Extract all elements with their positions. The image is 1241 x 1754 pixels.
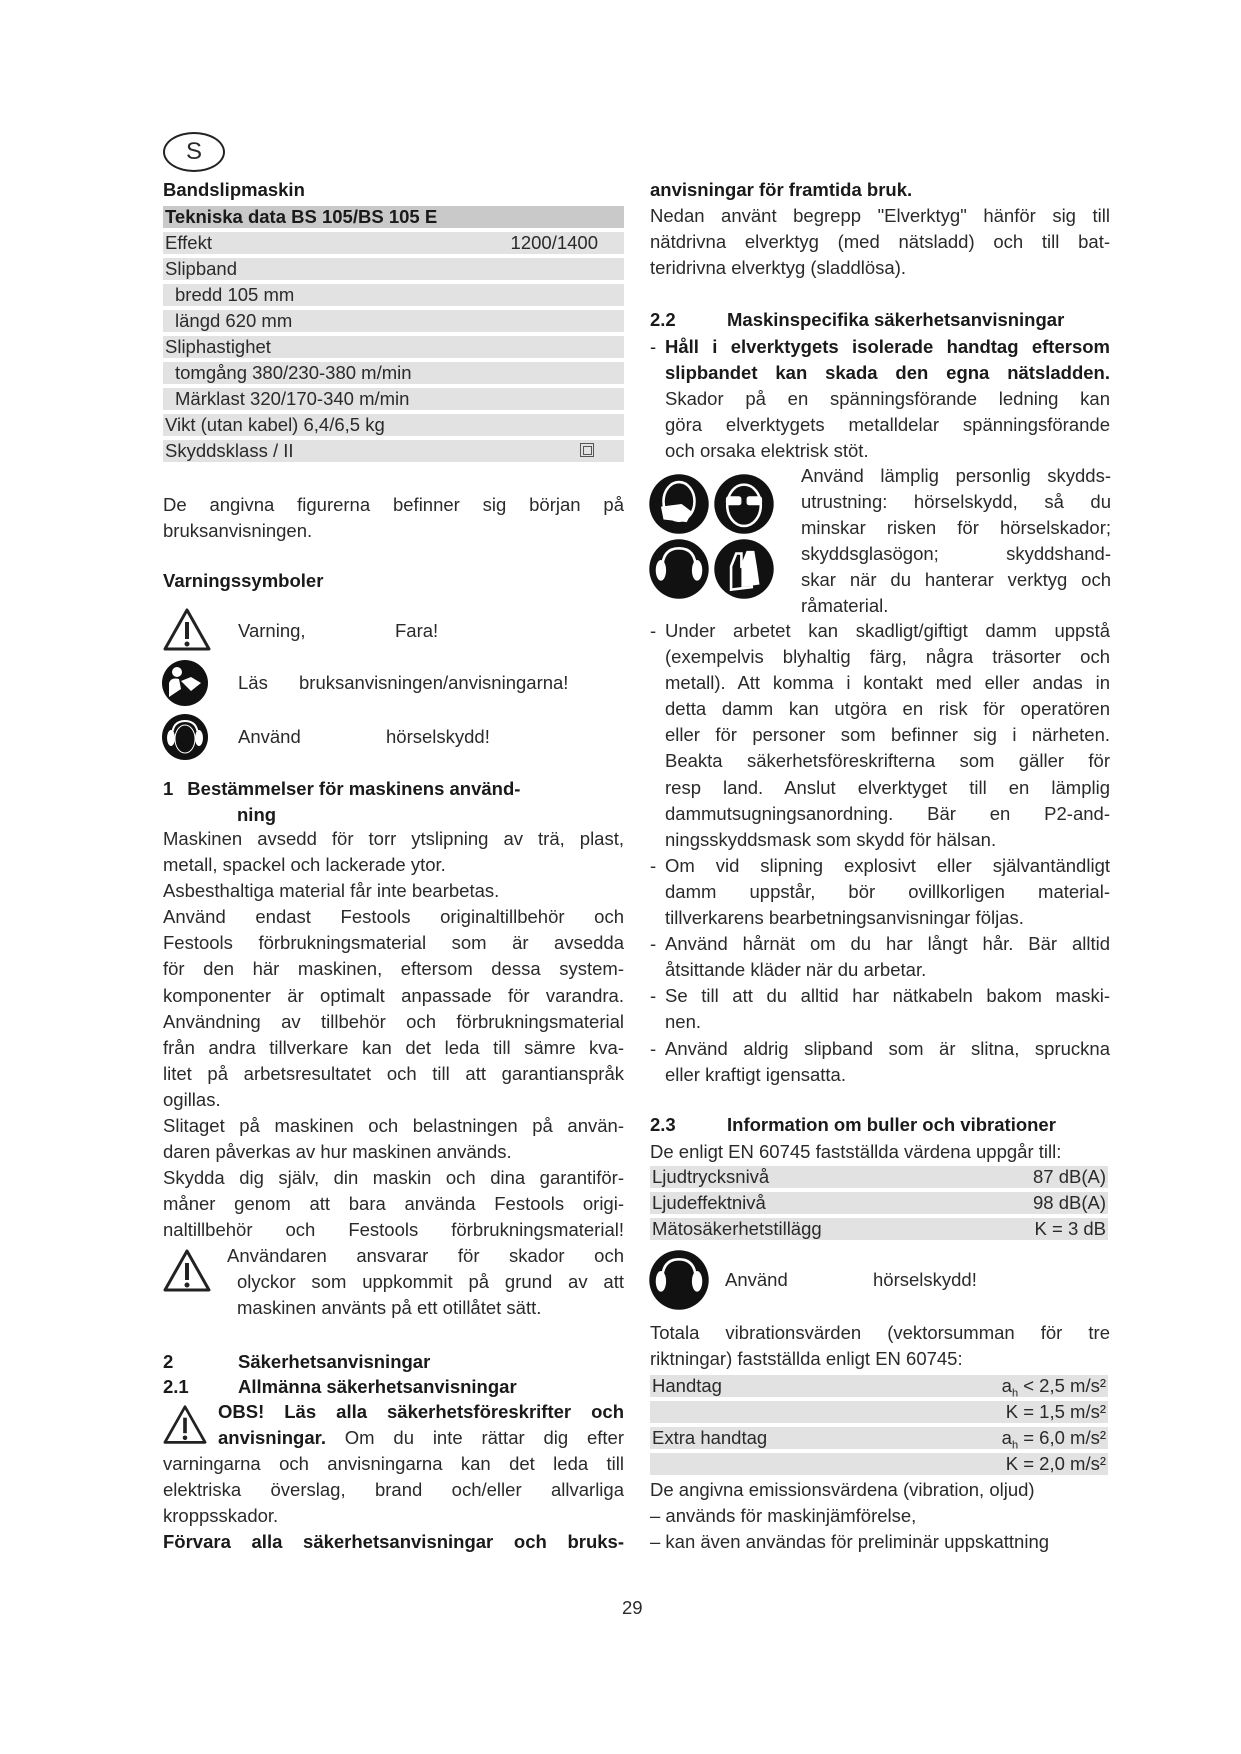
- bullet-insulated-handles: - Håll i elverktygets isolerade handtag eftersom slipbandet kan skada den egna nätsladden. Skador på en spänningsförande ledning kan göra elverktygets metalldelar spänningsförande och orsaka elektrisk stöt.: [650, 334, 1110, 464]
- text-line: OBS! Läs alla säkerhetsföreskrifter och: [218, 1401, 624, 1422]
- text-line: olyckor som uppkommit på grund av att: [237, 1271, 624, 1293]
- vibration-intro: [650, 1320, 1110, 1372]
- table-row: K = 1,5 m/s²: [650, 1401, 1108, 1423]
- text-line: Slitaget på maskinen och belastningen på använ-: [163, 1115, 624, 1137]
- text-line: kroppsskador.: [163, 1505, 279, 1527]
- text-line: (exempelvis blyhaltig färg, några träsorter och: [665, 646, 1110, 668]
- text-line: litet på arbetsresultatet och till att garantianspråk: [163, 1062, 624, 1084]
- text-line: Beakta säkerhetsföreskrifterna som gäller för: [665, 750, 1110, 772]
- text-line: bruksanvisningen.: [163, 520, 313, 542]
- language-letter: S: [185, 138, 202, 165]
- text-line: och orsaka elektrisk stöt.: [665, 440, 869, 462]
- hearing-protection-icon: [161, 713, 209, 761]
- text-line: ningsskyddsmask som skydd för hälsan.: [665, 828, 997, 850]
- product-title: Bandslipmaskin: [163, 179, 305, 200]
- text-line: resp land. Anslut elverktyget till en lämplig: [665, 776, 1110, 798]
- text-line: Användaren ansvarar för skador och: [227, 1245, 624, 1266]
- tech-data-header: Tekniska data BS 105/BS 105 E: [163, 206, 624, 228]
- section-number: 1: [163, 778, 174, 799]
- read-manual-icon: [161, 659, 209, 707]
- section-1-body: [163, 826, 624, 1244]
- symbol-label: hörselskydd!: [873, 1269, 977, 1290]
- text-line: De angivna figurerna befinner sig början på: [163, 494, 624, 515]
- text-line: – kan även användas för preliminär uppskattning: [650, 1531, 1050, 1553]
- text-line: eller för personer som befinner sig i närheten.: [665, 724, 1110, 746]
- text-line: metall). Att komma i kontakt med eller andas in: [665, 672, 1110, 694]
- text-line: Förvara alla säkerhetsanvisningar och bruks-: [163, 1531, 624, 1553]
- text-line: De angivna emissionsvärdena (vibration, oljud): [650, 1479, 1035, 1500]
- section-2-2-heading: [650, 307, 1110, 333]
- section-2-1-heading: [163, 1374, 624, 1400]
- list-item: - Se till att du alltid har nätkabeln bakom maski-: [650, 985, 1110, 1007]
- text-line: daren påverkas av hur maskinen används.: [163, 1141, 512, 1163]
- list-item: - Om vid slipning explosivt eller självantändligt: [650, 854, 1110, 876]
- text-line: maskinen använts på ett otillåtet sätt.: [237, 1297, 542, 1319]
- text-line: Håll i elverktygets isolerade handtag eftersom: [665, 336, 1110, 357]
- table-row: tomgång 380/230-380 m/min: [163, 362, 624, 384]
- text-line: skar när du hanterar verktyg och: [801, 569, 1111, 591]
- text-line: damm uppstår, bör ovillkorligen material-: [665, 880, 1110, 902]
- table-row: Skyddsklass / II: [163, 440, 624, 462]
- text-line: metall, spackel och lackerade ytor.: [163, 854, 446, 876]
- dust-mask-icon: [648, 473, 710, 535]
- table-row: Sliphastighet: [163, 336, 624, 358]
- section-title: ning: [237, 804, 277, 826]
- text-line: detta damm kan utgöra en risk för operatören: [665, 698, 1110, 720]
- list-item: - Under arbetet kan skadligt/giftigt damm uppstå: [650, 620, 1110, 641]
- emission-text: [650, 1477, 1110, 1555]
- warning-symbols-heading: Varningssymboler: [163, 570, 324, 591]
- text-line: – används för maskinjämförelse,: [650, 1505, 917, 1527]
- symbol-label: hörselskydd!: [386, 726, 490, 747]
- text-line: minskar risken för hörselskador;: [801, 517, 1111, 539]
- table-row: bredd 105 mm: [163, 284, 624, 306]
- table-row: Handtag $a_h < 2,5$ m/s²: [652, 1375, 1106, 1400]
- text-line: Skydda dig själv, din maskin och dina garantiför-: [163, 1167, 624, 1189]
- list-item: - Använd aldrig slipband som är slitna, spruckna: [650, 1037, 1110, 1059]
- obs-warning: [163, 1399, 624, 1556]
- text-line: för den här maskinen, eftersom dessa system-: [163, 958, 624, 980]
- section-title: Information om buller och vibrationer: [727, 1114, 1056, 1135]
- section-number: 2: [163, 1351, 174, 1372]
- noise-intro: De enligt EN 60745 fastställda värdena uppgår till:: [650, 1141, 1062, 1162]
- text-line: naltillbehör och Festools förbrukningsmaterial!: [163, 1219, 624, 1241]
- text-line: Nedan använt begrepp "Elverktyg" hänför sig till: [650, 205, 1110, 227]
- text-line: anvisningar. Om du inte rättar dig efter: [218, 1427, 624, 1449]
- protection-class-ii-icon: [580, 443, 594, 457]
- symbol-label: Använd: [725, 1269, 788, 1290]
- text-line: eller kraftigt igensatta.: [665, 1063, 846, 1085]
- table-row: Extra handtag $a_h = 6,0$ m/s²: [652, 1427, 1106, 1452]
- text-line: utrustning: hörselskydd, så du: [801, 491, 1111, 513]
- table-row: Ljudeffektnivå 98 dB(A): [652, 1192, 1106, 1213]
- text-line: Använd endast Festools originaltillbehör och: [163, 906, 624, 928]
- text-line: nen.: [665, 1011, 702, 1033]
- user-responsibility-note: [163, 1243, 624, 1321]
- text-line: Maskinen avsedd för torr ytslipning av trä, plast,: [163, 828, 624, 849]
- table-row: K = 2,0 m/s²: [650, 1453, 1108, 1475]
- text-line: Använd lämplig personlig skydds-: [801, 465, 1111, 486]
- safety-bullet-list: [650, 618, 1110, 1088]
- text-line: åtsittande kläder när du arbetar.: [665, 959, 927, 981]
- section-title: Maskinspecifika säkerhetsanvisningar: [727, 309, 1065, 330]
- text-line: Asbesthaltiga material får inte bearbetas.: [163, 880, 500, 902]
- text-line: anvisningar för framtida bruk.: [650, 179, 913, 200]
- text-line: Användning av tillbehör och förbrukningsmaterial: [163, 1010, 624, 1032]
- section-title: Bestämmelser för maskinens använd-: [187, 778, 521, 799]
- warning-triangle-icon: [162, 607, 212, 653]
- text-line: slipbandet kan skada den egna nätsladden.: [665, 362, 1110, 384]
- text-line: från andra tillverkare kan det leda till sämre kva-: [163, 1036, 624, 1058]
- symbol-label: bruksanvisningen/anvisningarna!: [299, 672, 569, 693]
- table-row: Effekt 1200/1400: [163, 232, 624, 254]
- text-line: skyddsglasögon; skyddshand-: [801, 543, 1111, 565]
- intro-text: [163, 492, 624, 544]
- language-logo: [163, 132, 225, 172]
- text-line: nätdrivna elverktyg (med nätsladd) och till bat-: [650, 231, 1110, 253]
- symbol-label: Fara!: [395, 620, 439, 641]
- text-line: Festools förbrukningsmaterial som är avsedda: [163, 932, 624, 954]
- table-row: Vikt (utan kabel) 6,4/6,5 kg: [163, 414, 624, 436]
- table-row: Mätosäkerhetstillägg K = 3 dB: [652, 1218, 1106, 1239]
- section-number: 2.3: [650, 1114, 676, 1135]
- symbol-label: Läs: [238, 672, 268, 693]
- text-line: råmaterial.: [801, 595, 889, 617]
- ppe-text: [801, 463, 1111, 620]
- text-line: varningarna och anvisningarna kan det leda till: [163, 1453, 624, 1475]
- text-line: riktningar) fastställda enligt EN 60745:: [650, 1348, 963, 1370]
- table-row: Ljudtrycksnivå 87 dB(A): [652, 1166, 1106, 1187]
- symbol-label: Använd: [238, 726, 301, 747]
- section-number: 2.1: [163, 1376, 189, 1397]
- page-number: 29: [622, 1597, 643, 1618]
- text-line: teridrivna elverktyg (sladdlösa).: [650, 257, 907, 279]
- section-2-heading: [163, 1349, 624, 1375]
- text-line: ogillas.: [163, 1088, 221, 1110]
- table-row: längd 620 mm: [163, 310, 624, 332]
- symbol-label: Varning,: [238, 620, 306, 641]
- noise-table: [650, 1166, 1108, 1244]
- section-title: Allmänna säkerhetsanvisningar: [238, 1376, 517, 1397]
- text-line: göra elverktygets metalldelar spänningsförande: [665, 414, 1110, 436]
- table-row: Märklast 320/170-340 m/min: [163, 388, 624, 410]
- text-line: dammutsugningsanordning. Bär en P2-and-: [665, 802, 1110, 824]
- tech-data-table: [163, 206, 624, 466]
- text-line: Totala vibrationsvärden (vektorsumman för tre: [650, 1322, 1110, 1343]
- protective-gloves-icon: [713, 538, 775, 600]
- vibration-table: [650, 1375, 1108, 1479]
- safety-goggles-icon: [713, 473, 775, 535]
- table-row: Slipband: [163, 258, 624, 280]
- section-number: 2.2: [650, 309, 676, 330]
- text-line: tillverkarens bearbetningsanvisningar följas.: [665, 907, 1024, 929]
- text-line: elektriska överslag, brand och/eller allvarliga: [163, 1479, 624, 1501]
- hearing-protection-icon: [648, 1249, 710, 1311]
- list-item: - Använd hårnät om du har långt hår. Bär alltid: [650, 933, 1110, 955]
- continued-text: [650, 177, 1110, 281]
- section-1-heading: [163, 776, 624, 828]
- section-2-3-heading: [650, 1112, 1110, 1138]
- hearing-protection-icon: [648, 538, 710, 600]
- text-line: Skador på en spänningsförande ledning kan: [665, 388, 1110, 410]
- section-title: Säkerhetsanvisningar: [238, 1351, 431, 1372]
- text-line: komponenter är optimalt anpassade för varandra.: [163, 984, 624, 1006]
- text-line: måner genom att bara använda Festools origi-: [163, 1193, 624, 1215]
